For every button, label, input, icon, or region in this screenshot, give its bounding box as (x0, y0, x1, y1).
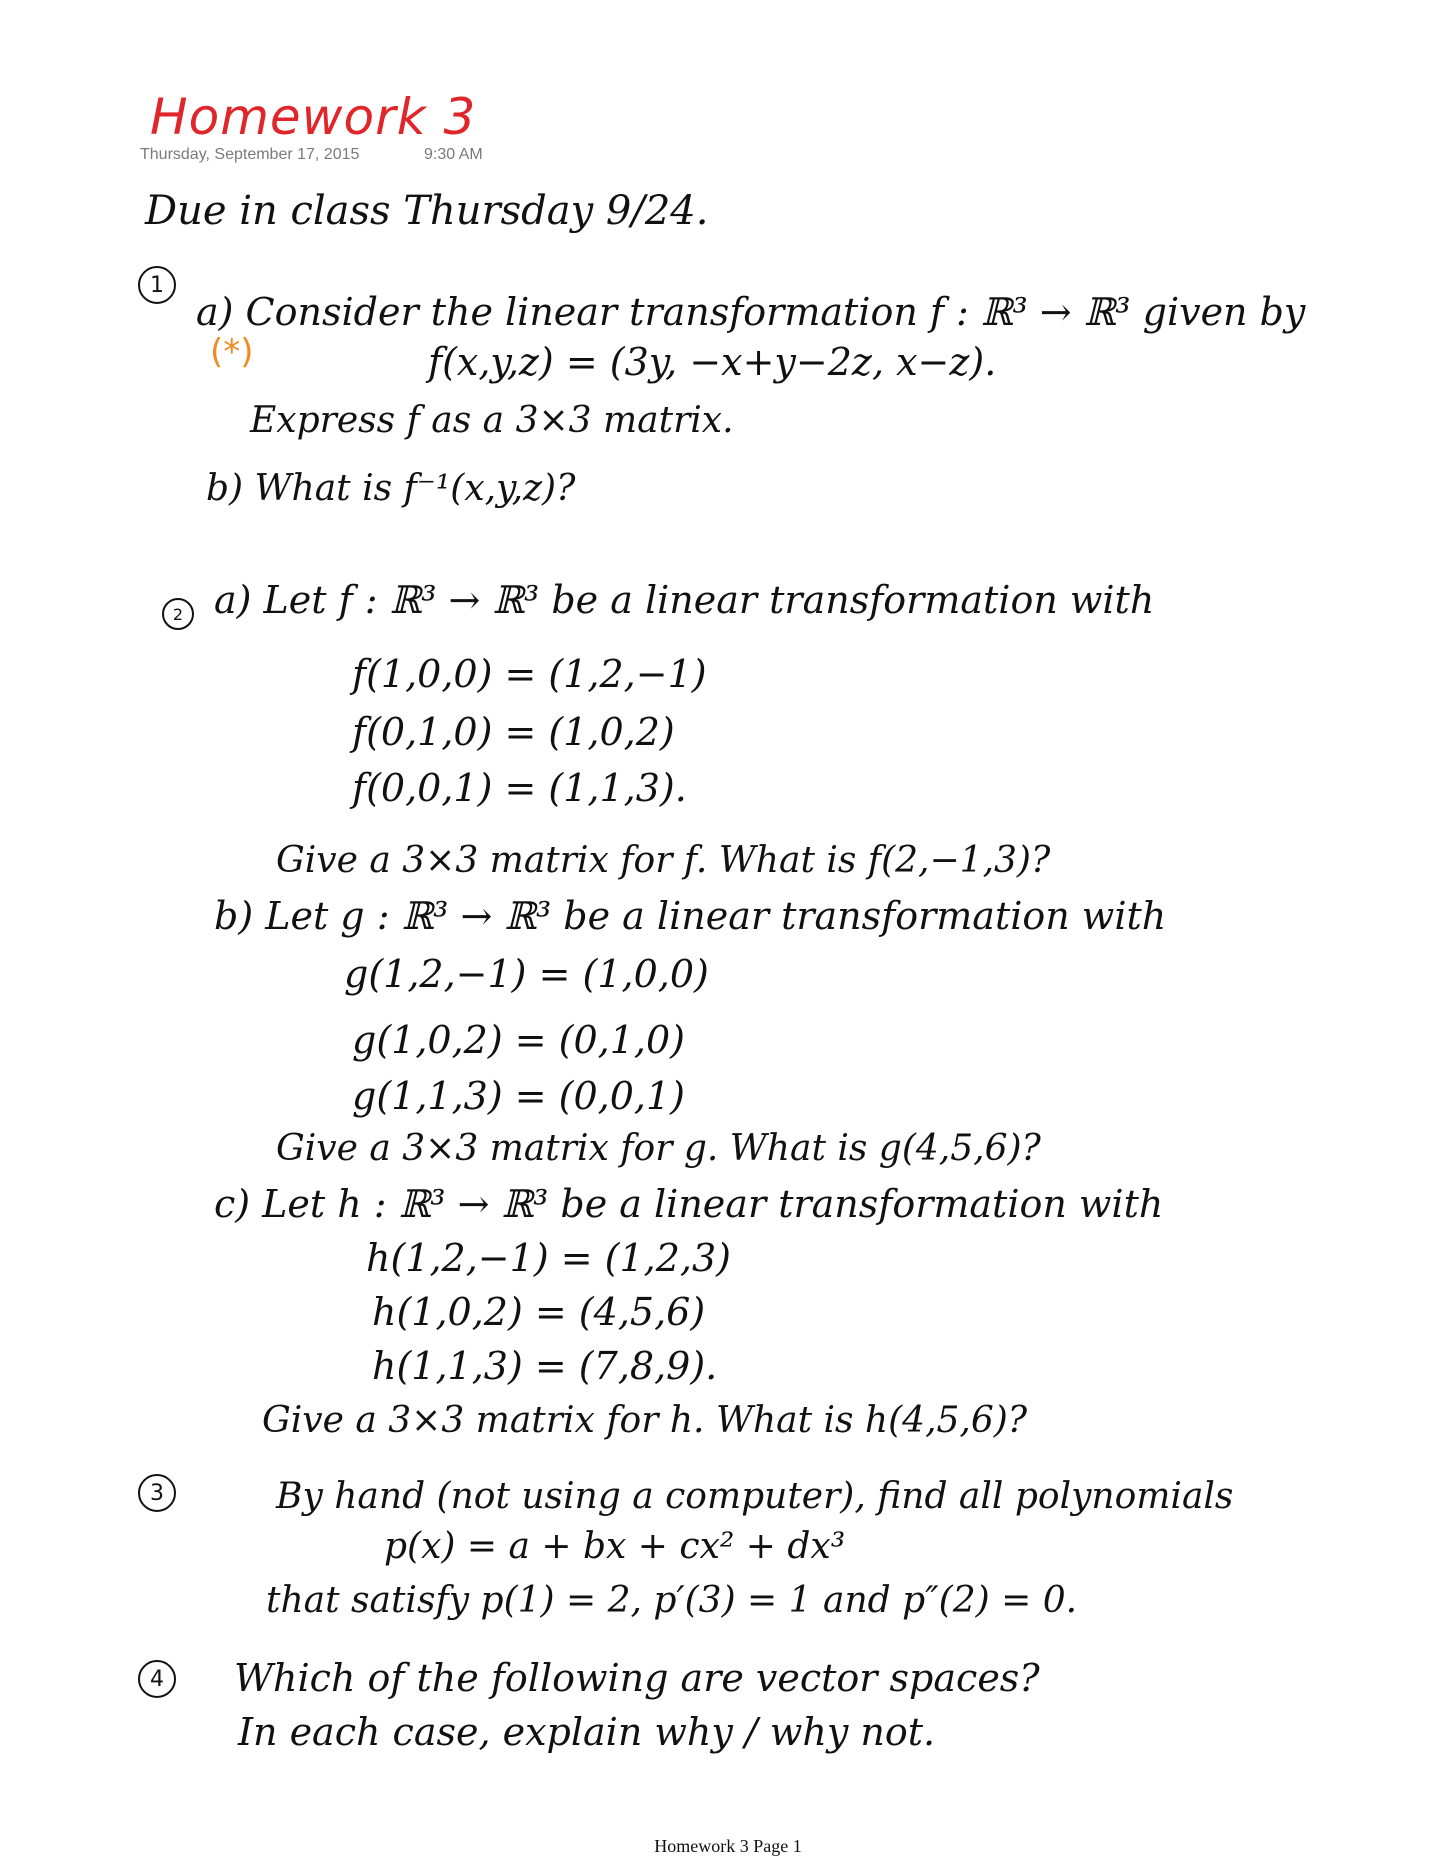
q2-c-ask: Give a 3×3 matrix for h. What is h(4,5,6)? (262, 1400, 1028, 1441)
q3-line1: By hand (not using a computer), find all polynomials (276, 1476, 1234, 1517)
question-2-marker: 2 (162, 598, 194, 630)
q2-a-eq3: f(0,0,1) = (1,1,3). (352, 766, 687, 810)
q2-c-eq3: h(1,1,3) = (7,8,9). (372, 1344, 718, 1388)
q1-a-line3: Express f as a 3×3 matrix. (250, 400, 734, 441)
q4-line2: In each case, explain why / why not. (238, 1710, 936, 1754)
q2-c-eq2: h(1,0,2) = (4,5,6) (372, 1290, 706, 1334)
q2-b-eq2: g(1,0,2) = (0,1,0) (352, 1018, 686, 1062)
q2-a-ask: Give a 3×3 matrix for f. What is f(2,−1,3)? (276, 840, 1051, 881)
star-marker: (*) (210, 332, 254, 372)
q1-b-line: b) What is f⁻¹(x,y,z)? (206, 468, 576, 509)
q3-line2: p(x) = a + bx + cx² + dx³ (384, 1526, 846, 1567)
page-footer: Homework 3 Page 1 (654, 1836, 802, 1856)
q1-a-line2: f(x,y,z) = (3y, −x+y−2z, x−z). (428, 340, 997, 384)
note-time: 9:30 AM (424, 146, 483, 163)
q2-c-eq1: h(1,2,−1) = (1,2,3) (366, 1236, 731, 1280)
q2-c-line1: c) Let h : ℝ³ → ℝ³ be a linear transformation with (214, 1182, 1164, 1226)
q2-a-eq2: f(0,1,0) = (1,0,2) (352, 710, 675, 754)
question-1-marker: 1 (138, 266, 176, 304)
page-title: Homework 3 (150, 88, 477, 146)
q2-a-eq1: f(1,0,0) = (1,2,−1) (352, 652, 707, 696)
q2-b-line1: b) Let g : ℝ³ → ℝ³ be a linear transformation with (214, 894, 1167, 938)
note-date: Thursday, September 17, 2015 (140, 146, 360, 163)
q4-line1: Which of the following are vector spaces? (234, 1656, 1040, 1700)
q2-b-eq3: g(1,1,3) = (0,0,1) (352, 1074, 686, 1118)
due-line: Due in class Thursday 9/24. (145, 188, 709, 234)
q2-a-line1: a) Let f : ℝ³ → ℝ³ be a linear transformation with (214, 578, 1155, 622)
q1-a-line1: a) Consider the linear transformation f : ℝ³ → ℝ³ given by (196, 290, 1306, 334)
q2-b-eq1: g(1,2,−1) = (1,0,0) (344, 952, 709, 996)
q3-line3: that satisfy p(1) = 2, p′(3) = 1 and p″(2) = 0. (266, 1580, 1078, 1621)
question-3-marker: 3 (138, 1474, 176, 1512)
question-4-marker: 4 (138, 1660, 176, 1698)
q2-b-ask: Give a 3×3 matrix for g. What is g(4,5,6)? (276, 1128, 1041, 1169)
